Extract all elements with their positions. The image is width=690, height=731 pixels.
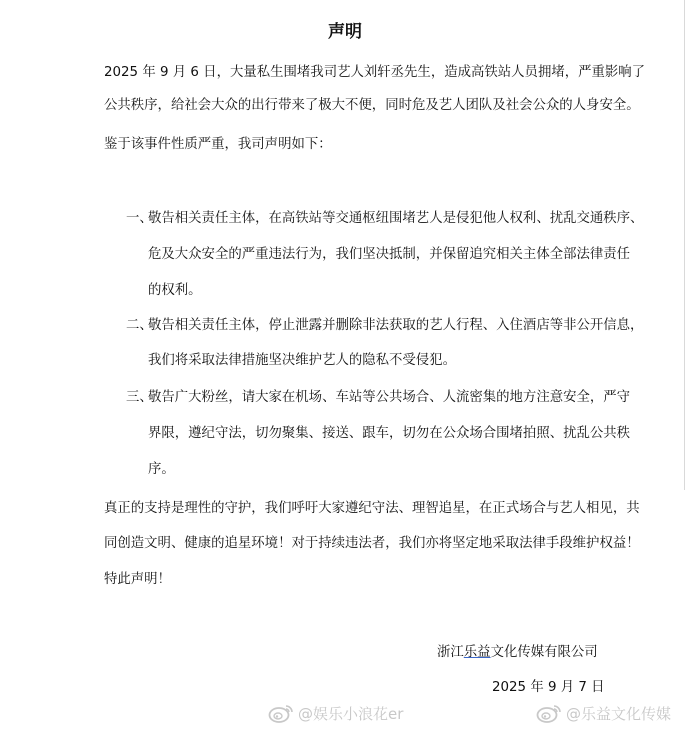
item-3-line-1: 敬告广大粉丝，请大家在机场、车站等公共场合、人流密集的地方注意安全，严守 (148, 390, 631, 405)
company-name-part-3: 文化传媒有限公司 (490, 645, 598, 660)
item-1-line-1: 敬告相关责任主体，在高铁站等交通枢纽围堵艺人是侵犯他人权利、扰乱交通秩序、 (148, 211, 644, 226)
watermark-left-text: @娱乐小浪花er (298, 704, 404, 723)
company-name-part-2: 乐益 (463, 645, 491, 660)
item-3-number: 三、 (126, 390, 153, 405)
company-name-part-1: 浙江 (437, 645, 464, 660)
statement-date: 2025 年 9 月 7 日 (492, 680, 605, 695)
item-1-line-3: 的权利。 (148, 283, 202, 298)
intro-line-2: 公共秩序，给社会大众的出行带来了极大不便，同时危及艺人团队及社会公众的人身安全。 (104, 98, 640, 113)
item-3-line-3: 序。 (148, 462, 175, 477)
watermark-right-text: @乐益文化传媒 (566, 704, 672, 723)
item-1-line-2: 危及大众安全的严重违法行为，我们坚决抵制，并保留追究相关主体全部法律责任 (148, 247, 631, 262)
closing-line-3: 特此声明！ (104, 572, 171, 587)
closing-line-1: 真正的支持是理性的守护，我们呼吁大家遵纪守法、理智追星，在正式场合与艺人相见，共 (104, 501, 640, 516)
item-2-line-2: 我们将采取法律措施坚决维护艺人的隐私不受侵犯。 (148, 353, 456, 368)
watermark-left (268, 700, 403, 726)
closing-line-2: 同创造文明、健康的追星环境！对于持续违法者，我们亦将坚定地采取法律手段维护权益！ (104, 536, 640, 551)
intro-line-1: 2025 年 9 月 6 日，大量私生围堵我司艺人刘轩丞先生，造成高铁站人员拥堵，严重影响了 (104, 65, 646, 80)
item-1-number: 一、 (126, 211, 153, 226)
intro-line-3: 鉴于该事件性质严重，我司声明如下： (104, 137, 332, 152)
company-name (437, 639, 598, 667)
item-2-line-1: 敬告相关责任主体，停止泄露并删除非法获取的艺人行程、入住酒店等非公开信息， (148, 318, 644, 333)
statement-title: 声明 (328, 22, 362, 42)
weibo-logo-icon (268, 702, 294, 724)
page-edge-divider (684, 0, 685, 490)
weibo-logo-icon (536, 702, 562, 724)
item-3-line-2: 界限，遵纪守法，切勿聚集、接送、跟车，切勿在公众场合围堵拍照、扰乱公共秩 (148, 426, 631, 441)
watermark-right (536, 700, 671, 726)
item-2-number: 二、 (126, 318, 153, 333)
